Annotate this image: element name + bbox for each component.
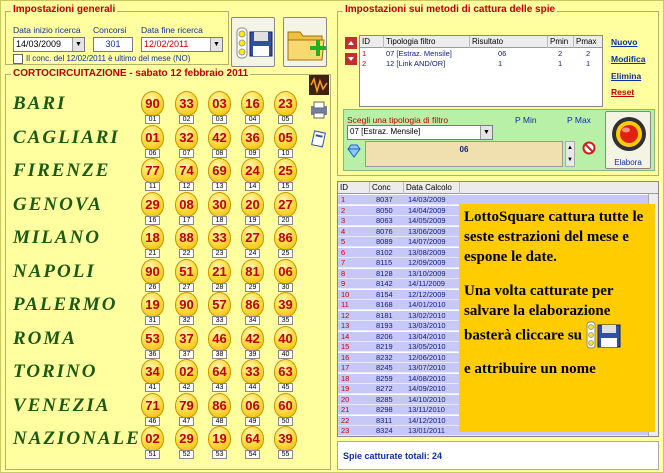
diamond-icon: [346, 144, 362, 158]
col-header: Data Calcolo: [404, 182, 460, 194]
calc-cell-conc: 8076: [376, 226, 393, 236]
lotto-ball: 20: [241, 192, 264, 217]
calc-cell-conc: 8089: [376, 237, 393, 246]
calc-cell-conc: 8324: [376, 426, 393, 435]
calc-cell-date: 14/03/2009: [408, 195, 446, 204]
filter-cell-pmin: 1: [558, 59, 563, 68]
lotto-ball: 25: [274, 158, 297, 183]
calc-cell-date: 13/04/2010: [408, 331, 446, 341]
filter-cell-id: 2: [362, 59, 367, 68]
ball-position: 08: [212, 149, 227, 158]
ball-position: 23: [212, 249, 227, 258]
calc-cell-id: 1: [341, 195, 346, 204]
arrow-down-icon: [345, 53, 357, 65]
ball-position: 04: [245, 115, 260, 124]
calc-cell-conc: 8037: [376, 195, 393, 204]
calc-cell-conc: 8206: [376, 331, 393, 341]
ball-position: 13: [212, 182, 227, 191]
lotto-ball: 90: [141, 91, 164, 116]
wheel-name: CAGLIARI: [13, 126, 120, 148]
lotto-ball: 60: [274, 393, 297, 418]
callout-text-1: LottoSquare cattura tutte le seste estrazioni del mese e espone le date.: [464, 209, 644, 265]
calc-cell-conc: 8285: [376, 394, 393, 404]
ball-position: 49: [245, 417, 260, 426]
ball-position: 37: [179, 350, 194, 359]
calc-cell-date: 14/10/2010: [408, 394, 446, 404]
calc-cell-conc: 8050: [376, 205, 393, 215]
ball-position: 47: [179, 417, 194, 426]
lotto-ball: 90: [141, 259, 164, 284]
end-date-value: 12/02/2011: [144, 39, 189, 49]
col-header: Conc: [370, 182, 404, 194]
calc-cell-date: 13/10/2009: [408, 268, 446, 278]
calc-cell-id: 20: [341, 394, 350, 404]
calc-table-header: [338, 182, 658, 194]
lotto-ball: 24: [241, 158, 264, 183]
ball-position: 42: [179, 383, 194, 392]
lotto-ball: 69: [208, 158, 231, 183]
document-icon: [309, 129, 329, 149]
ball-position: 07: [179, 149, 194, 158]
wheel-name: BARI: [13, 93, 67, 114]
chevron-down-icon[interactable]: ▼: [210, 38, 222, 51]
calc-cell-date: 13/07/2010: [408, 363, 446, 372]
lotto-ball: 74: [175, 158, 198, 183]
filter-type-combo[interactable]: [347, 125, 493, 140]
ball-position: 45: [278, 383, 293, 392]
ball-position: 39: [245, 350, 260, 359]
ball-position: 41: [145, 383, 160, 392]
capture-title: Impostazioni sui metodi di cattura delle spie: [345, 4, 556, 15]
filters-table-header: [360, 36, 602, 48]
lotto-ball: 08: [175, 192, 198, 217]
end-date-label: Data fine ricerca: [141, 25, 203, 35]
lotto-ball: 33: [175, 91, 198, 116]
choose-filter-label: Scegli una tipologia di filtro: [347, 115, 449, 125]
general-settings-title: Impostazioni generali: [13, 4, 116, 15]
calc-cell-date: 12/06/2010: [408, 352, 446, 362]
lotto-ball: 57: [208, 292, 231, 317]
ball-position: 22: [179, 249, 194, 258]
filter-cell-pmax: 1: [586, 59, 591, 68]
arrow-up-icon: [345, 37, 357, 49]
calc-cell-conc: 8232: [376, 352, 393, 362]
power-button-icon: [606, 112, 652, 158]
lotto-ball: 86: [241, 292, 264, 317]
lotto-ball: 33: [208, 225, 231, 250]
col-header: Pmax: [574, 36, 603, 48]
lotto-ball: 29: [175, 426, 198, 451]
col-header: ID: [338, 182, 370, 194]
lotto-ball: 90: [175, 292, 198, 317]
calc-cell-conc: 8181: [376, 310, 393, 320]
result-value: 06: [459, 145, 469, 154]
process-label: Elabora: [614, 158, 642, 167]
calc-cell-conc: 8128: [376, 268, 393, 278]
calc-cell-date: 13/11/2010: [408, 405, 445, 414]
calc-cell-date: 13/06/2009: [408, 226, 446, 236]
lotto-ball: 71: [141, 393, 164, 418]
end-date-combo[interactable]: [141, 37, 223, 52]
calc-cell-id: 13: [341, 321, 350, 330]
ball-position: 32: [179, 316, 194, 325]
calc-cell-date: 14/09/2010: [408, 384, 446, 393]
ball-position: 33: [212, 316, 227, 325]
printer-icon: [309, 100, 329, 120]
lotto-ball: 64: [208, 359, 231, 384]
start-date-label: Data inizio ricerca: [13, 25, 81, 35]
calc-cell-date: 13/08/2009: [408, 247, 446, 257]
lotto-ball: 32: [175, 125, 198, 150]
calc-cell-date: 14/11/2009: [408, 279, 445, 288]
wheel-name: ROMA: [13, 327, 77, 349]
lotto-ball: 79: [175, 393, 198, 418]
calc-cell-id: 5: [341, 237, 346, 246]
calc-cell-conc: 8298: [376, 405, 393, 414]
filter-cell-filter: 07 [Estraz. Mensile]: [386, 49, 452, 58]
print-tool-button[interactable]: [309, 100, 329, 120]
lotto-ball: 39: [274, 292, 297, 317]
lotto-ball: 39: [274, 426, 297, 451]
calc-cell-id: 22: [341, 415, 350, 425]
ball-position: 27: [179, 283, 194, 292]
calc-cell-date: 14/04/2009: [408, 205, 446, 215]
start-date-value: 14/03/2009: [16, 39, 62, 49]
wheel-name: NAZIONALE: [13, 428, 141, 449]
new-link[interactable]: Nuovo: [611, 37, 638, 47]
save-button[interactable]: [231, 17, 275, 67]
wheel-name: VENEZIA: [13, 394, 111, 416]
lotto-ball: 30: [208, 192, 231, 217]
ball-position: 44: [245, 383, 260, 392]
lotto-ball: 36: [241, 125, 264, 150]
ball-position: 11: [145, 182, 160, 191]
ball-position: 55: [278, 450, 293, 459]
ball-position: 30: [278, 283, 293, 292]
lotto-ball: 34: [141, 359, 164, 384]
process-button[interactable]: [605, 111, 651, 169]
ball-position: 48: [212, 417, 227, 426]
calc-cell-conc: 8102: [376, 247, 393, 257]
calc-cell-date: 14/12/2010: [408, 415, 446, 425]
copy-tool-button[interactable]: [309, 129, 329, 149]
pmin-label: P Min: [515, 115, 537, 125]
calc-cell-conc: 8168: [376, 300, 393, 309]
add-folder-button[interactable]: [283, 17, 327, 67]
move-up-button[interactable]: [345, 37, 357, 49]
ball-position: 31: [145, 316, 160, 325]
lotto-ball: 86: [274, 225, 297, 250]
lotto-ball: 06: [274, 259, 297, 284]
filter-cell-pmin: 2: [558, 49, 563, 58]
calc-cell-id: 19: [341, 384, 350, 393]
lotto-ball: 21: [208, 259, 231, 284]
ball-position: 14: [245, 182, 260, 191]
calc-cell-id: 6: [341, 247, 346, 257]
ball-position: 50: [278, 417, 293, 426]
filter-cell-id: 1: [362, 49, 367, 58]
filters-table: [359, 35, 603, 107]
filter-type-value: 07 [Estraz. Mensile]: [350, 127, 421, 136]
gem-button[interactable]: [346, 144, 362, 158]
lotto-ball: 51: [175, 259, 198, 284]
ball-position: 01: [145, 115, 160, 124]
lotto-ball: 05: [274, 125, 297, 150]
lotto-ball: 86: [208, 393, 231, 418]
last-draw-label: Il conc. del 12/02/2011 è ultimo del mese (NO): [26, 54, 191, 63]
callout-text-2: Una volta catturate per salvare la elaborazione basterà cliccare su: [464, 281, 650, 351]
cancel-filter-button[interactable]: [582, 141, 596, 155]
save-icon: [586, 321, 624, 351]
lotto-ball: 06: [241, 393, 264, 418]
lotto-ball: 46: [208, 326, 231, 351]
calc-cell-date: 12/09/2009: [408, 258, 446, 267]
calc-cell-id: 2: [341, 205, 346, 215]
calc-cell-date: 14/01/2010: [408, 300, 446, 309]
ball-position: 15: [278, 182, 293, 191]
ball-position: 26: [145, 283, 160, 292]
wheel-name: MILANO: [13, 227, 102, 248]
ball-position: 40: [278, 350, 293, 359]
wheel-name: NAPOLI: [13, 260, 96, 282]
lotto-ball: 03: [208, 91, 231, 116]
lotto-ball: 42: [208, 125, 231, 150]
filter-cell-pmax: 2: [586, 49, 591, 58]
calc-cell-id: 12: [341, 310, 350, 320]
filter-cell-result: 1: [498, 59, 503, 68]
delete-link[interactable]: Elimina: [611, 71, 642, 81]
ball-position: 51: [145, 450, 160, 459]
result-scrollbar[interactable]: ▲ ▼: [565, 141, 575, 167]
col-header: Tipologia filtro: [384, 36, 470, 48]
folder-add-icon: [284, 18, 328, 68]
lotto-ball: 81: [241, 259, 264, 284]
lotto-ball: 64: [241, 426, 264, 451]
calc-cell-conc: 8245: [376, 363, 393, 372]
calc-cell-id: 14: [341, 331, 350, 341]
callout-text-3: e attribuire un nome: [464, 361, 596, 377]
wheel-name: PALERMO: [13, 294, 118, 315]
calc-cell-conc: 8142: [376, 279, 393, 288]
lotto-ball: 33: [241, 359, 264, 384]
lotto-ball: 02: [175, 359, 198, 384]
col-header: [460, 182, 659, 194]
ball-position: 38: [212, 350, 227, 359]
calc-cell-date: 14/07/2009: [408, 237, 446, 246]
lotto-ball: 53: [141, 326, 164, 351]
calc-cell-id: 16: [341, 352, 350, 362]
ball-position: 46: [145, 417, 160, 426]
col-header: Risultato: [470, 36, 548, 48]
calc-cell-conc: 8115: [376, 258, 393, 267]
calc-cell-id: 17: [341, 363, 350, 372]
save-icon: [232, 18, 276, 68]
lotto-ball: 19: [208, 426, 231, 451]
lotto-ball: 01: [141, 125, 164, 150]
lotto-ball: 02: [141, 426, 164, 451]
lotto-ball: 27: [274, 192, 297, 217]
edit-link[interactable]: Modifica: [611, 54, 646, 64]
calc-cell-date: 14/08/2010: [408, 373, 446, 383]
calc-cell-id: 21: [341, 405, 350, 414]
calc-cell-id: 18: [341, 373, 350, 383]
calc-cell-conc: 8219: [376, 342, 393, 351]
filter-row[interactable]: [360, 49, 603, 59]
lotto-ball: 42: [241, 326, 264, 351]
ball-position: 02: [179, 115, 194, 124]
wheel-name: FIRENZE: [13, 160, 111, 181]
ball-position: 34: [245, 316, 260, 325]
ball-position: 20: [278, 216, 293, 225]
calc-cell-id: 7: [341, 258, 346, 267]
last-draw-checkbox[interactable]: [13, 54, 23, 64]
lotto-ball: 29: [141, 192, 164, 217]
lotto-ball: 16: [241, 91, 264, 116]
ball-position: 36: [145, 350, 160, 359]
calc-cell-date: 12/12/2009: [408, 289, 446, 299]
calc-cell-id: 8: [341, 268, 346, 278]
calc-cell-id: 10: [341, 289, 350, 299]
calc-cell-conc: 8311: [376, 415, 393, 425]
ball-position: 17: [179, 216, 194, 225]
filter-cell-result: 06: [498, 49, 507, 58]
draws-input[interactable]: 301: [93, 37, 133, 52]
ball-position: 21: [145, 249, 160, 258]
lotto-ball: 37: [175, 326, 198, 351]
ball-position: 19: [245, 216, 260, 225]
chevron-down-icon[interactable]: ▼: [480, 126, 492, 139]
ball-position: 16: [145, 216, 160, 225]
reset-link[interactable]: Reset: [611, 87, 635, 97]
result-display: [365, 141, 563, 167]
ball-position: 54: [245, 450, 260, 459]
filter-row[interactable]: [360, 59, 603, 69]
move-down-button[interactable]: [345, 53, 357, 65]
col-header: ID: [360, 36, 384, 48]
lotto-ball: 27: [241, 225, 264, 250]
ball-position: 43: [212, 383, 227, 392]
calc-cell-conc: 8272: [376, 384, 393, 393]
calc-cell-id: 9: [341, 279, 346, 288]
ball-position: 10: [278, 149, 293, 158]
lotto-ball: 40: [274, 326, 297, 351]
captured-count: Spie catturate totali: 24: [343, 451, 443, 461]
calc-cell-id: 23: [341, 426, 350, 435]
ball-position: 28: [212, 283, 227, 292]
ball-position: 03: [212, 115, 227, 124]
calc-cell-conc: 8063: [376, 216, 393, 225]
calc-cell-date: 13/01/2011: [408, 426, 445, 435]
chart-tool-button[interactable]: [309, 75, 329, 95]
info-callout: [459, 204, 655, 432]
calc-cell-id: 4: [341, 226, 346, 236]
ball-position: 52: [179, 450, 194, 459]
ball-position: 29: [245, 283, 260, 292]
ball-position: 18: [212, 216, 227, 225]
lotto-ball: 77: [141, 158, 164, 183]
chevron-down-icon[interactable]: ▼: [72, 38, 84, 51]
ball-position: 12: [179, 182, 194, 191]
calc-cell-date: 13/03/2010: [408, 321, 446, 330]
wheel-name: GENOVA: [13, 193, 103, 215]
calc-cell-conc: 8259: [376, 373, 393, 383]
ball-position: 05: [278, 115, 293, 124]
calc-cell-conc: 8193: [376, 321, 393, 330]
waveform-icon: [309, 75, 329, 95]
ball-position: 35: [278, 316, 293, 325]
short-circuit-title: CORTOCIRCUITAZIONE - sabato 12 febbraio 2011: [13, 68, 249, 79]
ball-position: 25: [278, 249, 293, 258]
lotto-ball: 23: [274, 91, 297, 116]
start-date-combo[interactable]: [13, 37, 85, 52]
calc-cell-date: 13/02/2010: [408, 310, 446, 320]
lotto-ball: 19: [141, 292, 164, 317]
calc-cell-date: 14/05/2009: [408, 216, 446, 225]
ball-position: 09: [245, 149, 260, 158]
ball-position: 06: [145, 149, 160, 158]
lotto-ball: 88: [175, 225, 198, 250]
forbidden-icon: [582, 141, 596, 155]
lotto-ball: 63: [274, 359, 297, 384]
filter-cell-filter: 12 [Link AND/OR]: [386, 59, 446, 68]
col-header: Pmin: [548, 36, 574, 48]
calc-cell-id: 11: [341, 300, 349, 309]
wheel-name: TORINO: [13, 361, 98, 382]
ball-position: 53: [212, 450, 227, 459]
calc-cell-id: 15: [341, 342, 350, 351]
draws-label: Concorsi: [93, 25, 127, 35]
pmax-label: P Max: [567, 115, 591, 125]
calc-cell-conc: 8154: [376, 289, 393, 299]
calc-cell-id: 3: [341, 216, 346, 225]
lotto-ball: 18: [141, 225, 164, 250]
calc-cell-date: 13/05/2010: [408, 342, 446, 351]
ball-position: 24: [245, 249, 260, 258]
